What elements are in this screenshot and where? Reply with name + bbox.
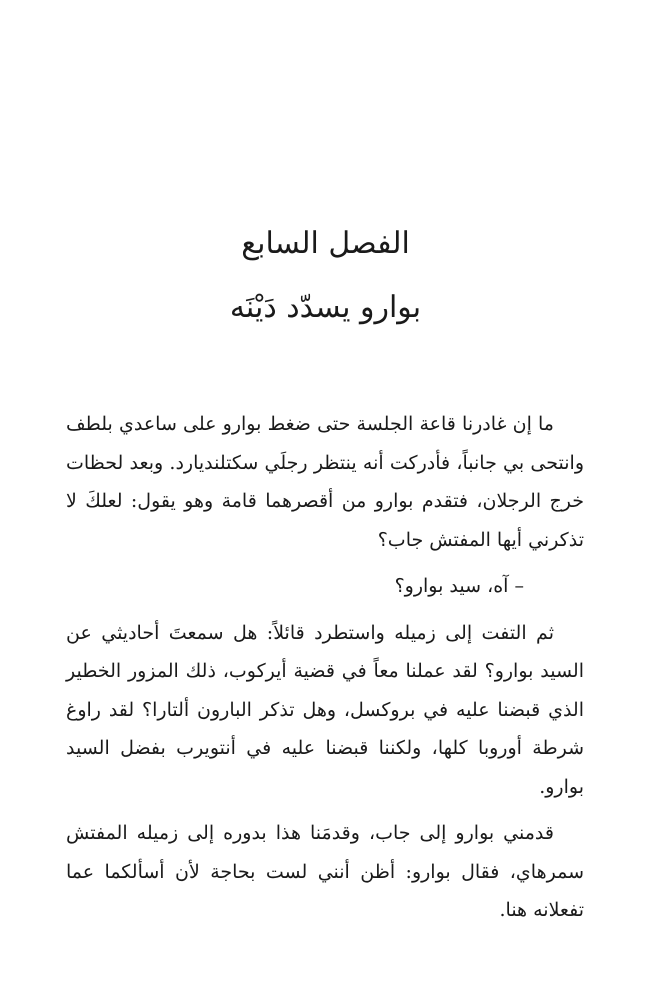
chapter-title: بوارو يسدّد دَيْنَه	[229, 290, 422, 325]
paragraph: ما إن غادرنا قاعة الجلسة حتى ضغط بوارو على ساعدي بلطف وانتحى بي جانباً، فأدركت أنه ينتظر رجلَي سكتلنديارد. وبعد لحظات خرج الرجلان، فتقدم بوارو من أقصرهما قامة وهو يقول: لعلكَ لا تذكرني أيها المفتش جاب؟	[66, 413, 584, 551]
paragraph: قدمني بوارو إلى جاب، وقدمَنا هذا بدوره إلى زميله المفتش سمرهاي، فقال بوارو: أظن أنني لست بحاجة لأن أسألكما عما تفعلانه هنا.	[66, 822, 584, 921]
chapter-label: الفصل السابع	[241, 226, 410, 261]
chapter-heading	[0, 220, 651, 332]
dialogue-line: – آه، سيد بوارو؟	[394, 575, 524, 597]
paragraph: ثم التفت إلى زميله واستطرد قائلاً: هل سمعتَ أحاديثي عن السيد بوارو؟ لقد عملنا معاً في قضية أيركوب، ذلك المزور الخطير الذي قبضنا عليه في بروكسل، وهل تذكر البارون ألتارا؟ لقد راوغ شرطة أوروبا كلها، ولكننا قبضنا عليه في أنتويرب بفضل السيد بوارو.	[66, 621, 584, 798]
chapter-body	[66, 405, 584, 930]
